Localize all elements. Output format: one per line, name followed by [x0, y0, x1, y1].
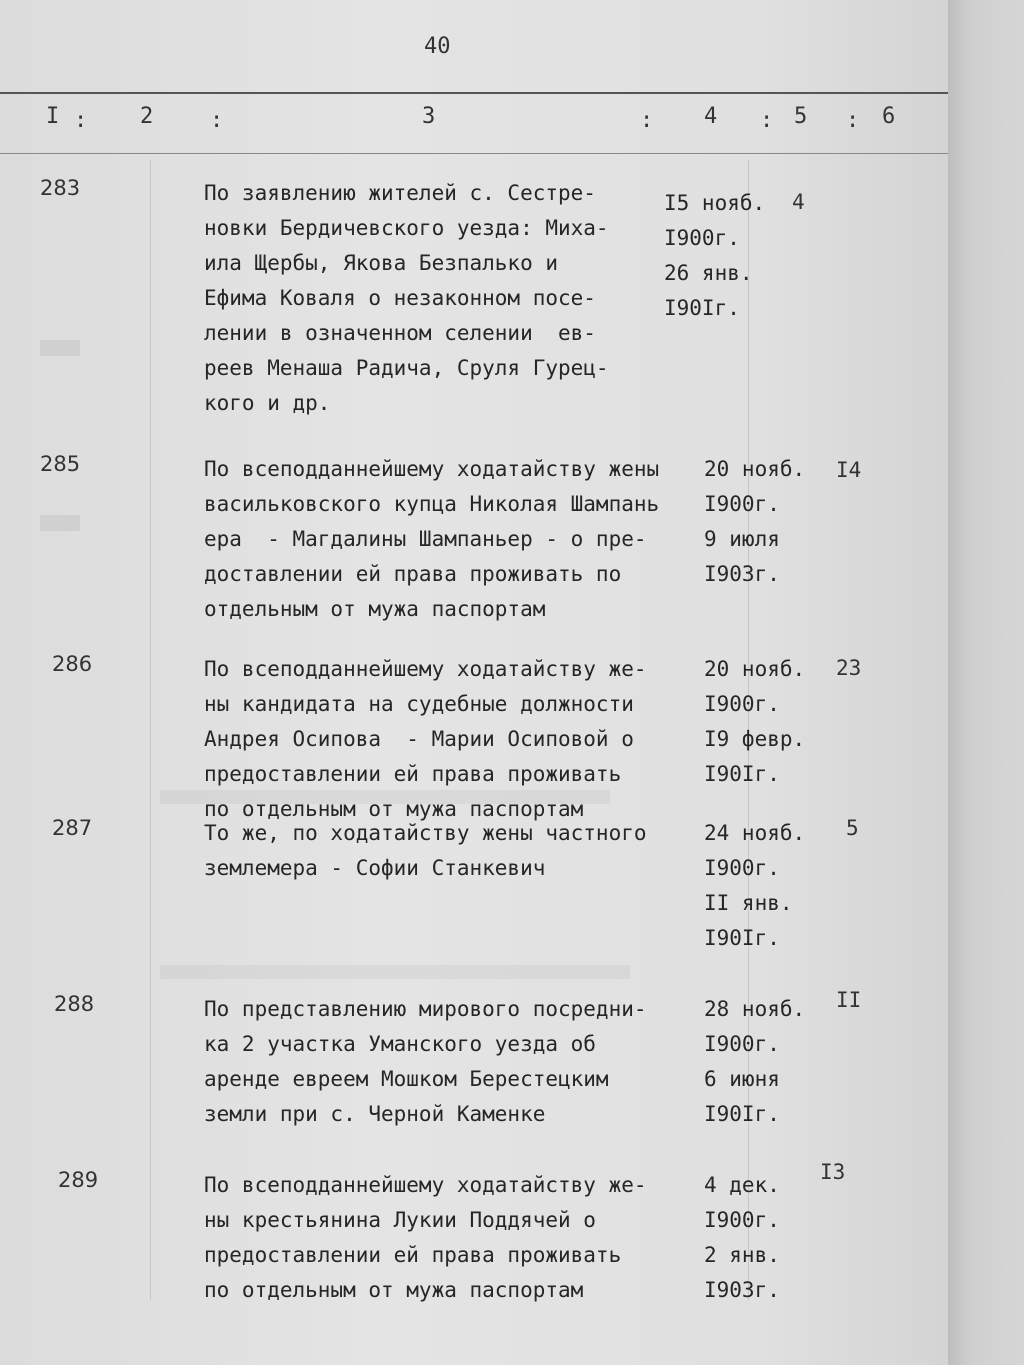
bleed-through-mark [40, 515, 80, 531]
entry-number: 286 [52, 652, 93, 676]
entry-dates [704, 652, 805, 792]
description-line: По представлению мирового посредни- [204, 997, 647, 1021]
sheet-count: 23 [836, 656, 862, 680]
bleed-through-mark [160, 965, 630, 979]
entry-dates [664, 186, 765, 326]
date-line: 26 янв. [664, 261, 753, 285]
date-line: I903г. [704, 1278, 780, 1302]
column-separator: : [74, 108, 88, 133]
column-header-1: I [46, 104, 60, 129]
bleed-through-mark [40, 340, 80, 356]
entry-description [204, 816, 647, 886]
description-line: васильковского купца Николая Шампань [204, 492, 660, 516]
description-line: отдельным от мужа паспортам [204, 597, 546, 621]
date-line: 24 нояб. [704, 821, 806, 845]
entry-description [204, 992, 647, 1132]
date-line: I900г. [704, 1032, 780, 1056]
date-line: I9 февр. [704, 727, 806, 751]
date-line: 2 янв. [704, 1243, 780, 1267]
date-line: 28 нояб. [704, 997, 806, 1021]
sheet-count: 4 [792, 190, 805, 214]
description-line: То же, по ходатайству жены частного [204, 821, 647, 845]
column-header-6: 6 [882, 104, 896, 129]
sheet-count: I4 [836, 458, 862, 482]
entry-number: 283 [40, 176, 81, 200]
description-line: лении в означенном селении ев- [204, 321, 596, 345]
description-line: предоставлении ей права проживать [204, 762, 622, 786]
description-line: ера - Магдалины Шампаньер - о пре- [204, 527, 647, 551]
entry-number: 285 [40, 452, 81, 476]
description-line: предоставлении ей права проживать [204, 1243, 622, 1267]
date-line: 20 нояб. [704, 657, 806, 681]
entry-description [204, 652, 647, 827]
column-separator: : [210, 108, 224, 133]
description-line: По всеподданнейшему ходатайству же- [204, 1173, 647, 1197]
date-line: I900г. [704, 492, 780, 516]
date-line: I900г. [664, 226, 740, 250]
entry-number: 289 [58, 1168, 99, 1192]
description-line: земли при с. Черной Каменке [204, 1102, 546, 1126]
entry-dates [704, 452, 805, 592]
entry-number: 288 [54, 992, 95, 1016]
entry-number: 287 [52, 816, 93, 840]
header-rule [0, 92, 948, 94]
header-rule [0, 153, 948, 154]
sheet-count: 5 [846, 816, 859, 840]
date-line: I90Iг. [704, 926, 780, 950]
entry-description [204, 176, 609, 421]
description-line: Андрея Осипова - Марии Осиповой о [204, 727, 634, 751]
date-line: I90Iг. [704, 762, 780, 786]
next-sheet-edge [948, 0, 1024, 1365]
date-line: II янв. [704, 891, 793, 915]
description-line: ны крестьянина Лукии Поддячей о [204, 1208, 596, 1232]
entry-description [204, 452, 659, 627]
date-line: I900г. [704, 692, 780, 716]
date-line: 20 нояб. [704, 457, 806, 481]
sheet-count: II [836, 988, 862, 1012]
date-line: I5 нояб. [664, 191, 766, 215]
column-header-3: 3 [422, 104, 436, 129]
date-line: I90Iг. [664, 296, 740, 320]
column-header-5: 5 [794, 104, 808, 129]
description-line: реев Менаша Радича, Сруля Гурец- [204, 356, 609, 380]
description-line: аренде евреем Мошком Берестецким [204, 1067, 609, 1091]
description-line: По всеподданнейшему ходатайству же- [204, 657, 647, 681]
page-number: 40 [424, 34, 451, 59]
entry-dates [704, 992, 805, 1132]
date-line: 9 июля [704, 527, 780, 551]
description-line: По всеподданнейшему ходатайству жены [204, 457, 660, 481]
description-line: землемера - Софии Станкевич [204, 856, 546, 880]
date-line: I900г. [704, 856, 780, 880]
sheet-count: I3 [820, 1160, 846, 1184]
description-line: По заявлению жителей с. Сестре- [204, 181, 596, 205]
description-line: по отдельным от мужа паспортам [204, 1278, 584, 1302]
description-line: ила Щербы, Якова Безпалько и [204, 251, 559, 275]
column-separator: : [760, 108, 774, 133]
date-line: I903г. [704, 562, 780, 586]
column-separator: : [640, 108, 654, 133]
date-line: I900г. [704, 1208, 780, 1232]
description-line: новки Бердичевского уезда: Миха- [204, 216, 609, 240]
description-line: ка 2 участка Уманского уезда об [204, 1032, 596, 1056]
description-line: кого и др. [204, 391, 331, 415]
description-line: Ефима Коваля о незаконном посе- [204, 286, 596, 310]
entry-dates [704, 1168, 780, 1308]
description-line: доставлении ей права проживать по [204, 562, 622, 586]
description-line: по отдельным от мужа паспортам [204, 797, 584, 821]
entry-dates [704, 816, 805, 956]
date-line: I90Iг. [704, 1102, 780, 1126]
column-header-2: 2 [140, 104, 154, 129]
description-line: ны кандидата на судебные должности [204, 692, 634, 716]
entry-description [204, 1168, 647, 1308]
date-line: 6 июня [704, 1067, 780, 1091]
column-header-4: 4 [704, 104, 718, 129]
column-separator: : [846, 108, 860, 133]
column-rule [150, 160, 151, 1300]
date-line: 4 дек. [704, 1173, 780, 1197]
